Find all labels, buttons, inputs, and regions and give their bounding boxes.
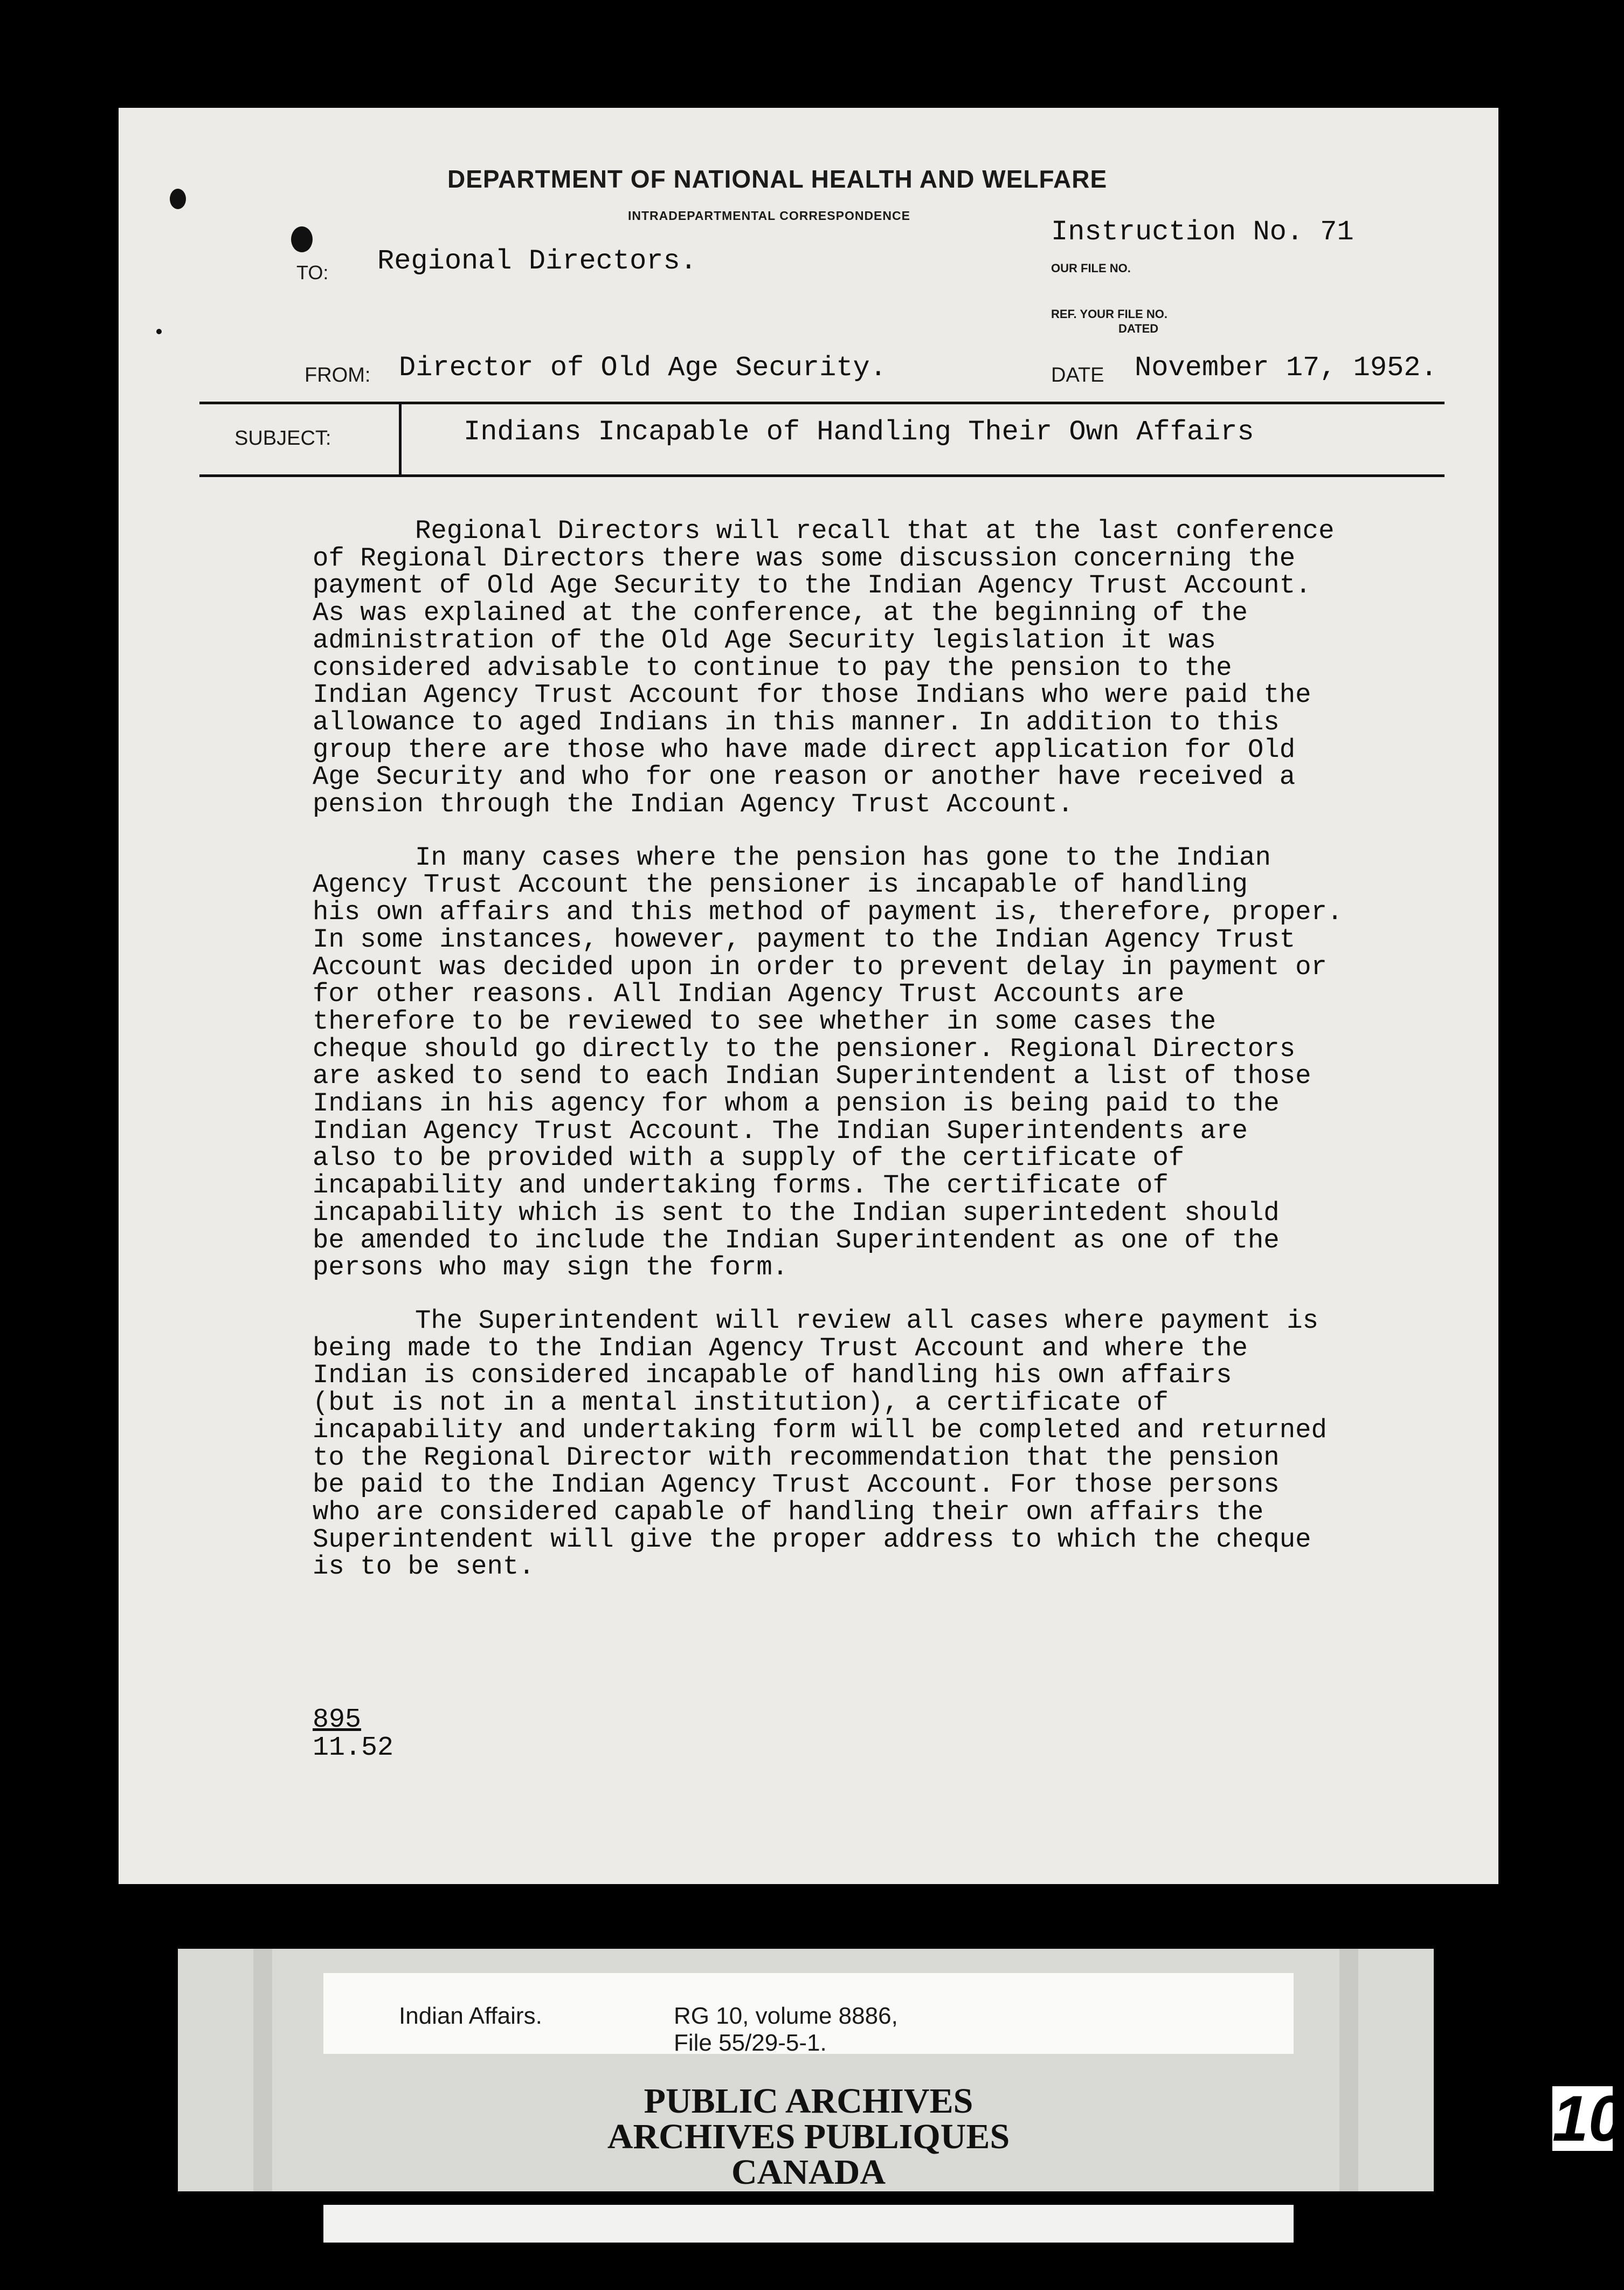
subject-rule-top xyxy=(199,402,1445,404)
correspondence-type: INTRADEPARTMENTAL CORRESPONDENCE xyxy=(628,209,910,223)
form-number: 895 xyxy=(313,1705,362,1735)
department-name: DEPARTMENT OF NATIONAL HEALTH AND WELFARE xyxy=(447,165,1108,193)
paragraph-2: In many cases where the pension has gone to the Indian Agency Trust Account the pensioner is incapable of handling his own affairs and this method of payment is, therefore, proper. In some instances, however, payment to the Indian Agency Trust Account was decided upon in order to prevent delay in payment or for other reasons. All Indian Agency Trust Accounts are therefore to be reviewed to see whether in some cases the cheque should go directly to the pensioner. Regional Directors are asked to send to each Indian Superintendent a list of those Indians in his agency for whom a pension is being paid to the Indian Agency Trust Account. The Indian Superintendents are also to be provided with a supply of the certificate of incapability and undertaking forms. The certificate of incapability which is sent to the Indian superintedent should be amended to include the Indian Superintendent as one of the persons who may sign the form. xyxy=(313,842,1343,1283)
stamp-line-country: CANADA xyxy=(731,2153,886,2192)
dated-label: DATED xyxy=(1118,322,1159,335)
to-recipient: Regional Directors. xyxy=(377,245,697,277)
subject-label: SUBJECT: xyxy=(234,427,331,450)
collection-name: Indian Affairs. xyxy=(399,2003,542,2029)
file-reference: File 55/29-5-1. xyxy=(674,2030,827,2056)
from-label: FROM: xyxy=(305,364,371,387)
subject-divider xyxy=(399,404,402,474)
archive-reference-tag xyxy=(323,1973,1294,2054)
label-base xyxy=(323,2205,1294,2243)
paragraph-1: Regional Directors will recall that at the last conference of Regional Directors there was some discussion concerning the payment of Old Age Security to the Indian Agency Trust Account. As was explained at the conference, at the beginning of the administration of the Old Age Security legislation it was considered advisable to continue to pay the pension to the Indian Agency Trust Account for those Indians who were paid the allowance to aged Indians in this manner. In addition to this group there are those who have made direct application for Old Age Security and who for one reason or another have received a pension through the Indian Agency Trust Account. xyxy=(313,516,1335,820)
ref-file-label: REF. YOUR FILE NO. xyxy=(1051,307,1167,321)
to-label: TO: xyxy=(296,261,329,284)
ink-blot xyxy=(170,189,186,209)
subject-line: Indians Incapable of Handling Their Own Affairs xyxy=(464,416,1254,448)
holder-post-right xyxy=(1339,1949,1358,2191)
stamp-line-english: PUBLIC ARCHIVES xyxy=(644,2081,973,2121)
subject-rule-bottom xyxy=(199,474,1445,477)
form-date: 11.52 xyxy=(313,1733,394,1763)
holder-post-left xyxy=(253,1949,272,2191)
our-file-label: OUR FILE NO. xyxy=(1051,261,1131,275)
date-label: DATE xyxy=(1051,364,1104,387)
ink-speck xyxy=(156,329,162,334)
stamp-line-french: ARCHIVES PUBLIQUES xyxy=(607,2117,1010,2156)
instruction-number: Instruction No. 71 xyxy=(1051,216,1354,248)
archives-stamp xyxy=(323,2081,1294,2192)
paragraph-3: The Superintendent will review all cases where payment is being made to the Indian Agency Trust Account and where the Indian is considered incapable of handling his own affairs (but is not in a mental institution), a certificate of incapability and undertaking form will be completed and returned to the Regional Director with recommendation that the pension be paid to the Indian Agency Trust Account. For those persons who are considered capable of handling their own affairs the Superintendent will give the proper address to which the cheque is to be sent. xyxy=(313,1305,1327,1582)
from-sender: Director of Old Age Security. xyxy=(399,352,887,384)
memo-body xyxy=(313,518,1423,1606)
microfilm-frame-number: 10 xyxy=(1552,2082,1624,2155)
hole-punch-mark xyxy=(291,226,313,252)
memo-date: November 17, 1952. xyxy=(1135,352,1438,384)
memo-sheet xyxy=(119,108,1498,1884)
record-group-reference: RG 10, volume 8886, xyxy=(674,2003,898,2029)
form-code xyxy=(313,1706,393,1762)
